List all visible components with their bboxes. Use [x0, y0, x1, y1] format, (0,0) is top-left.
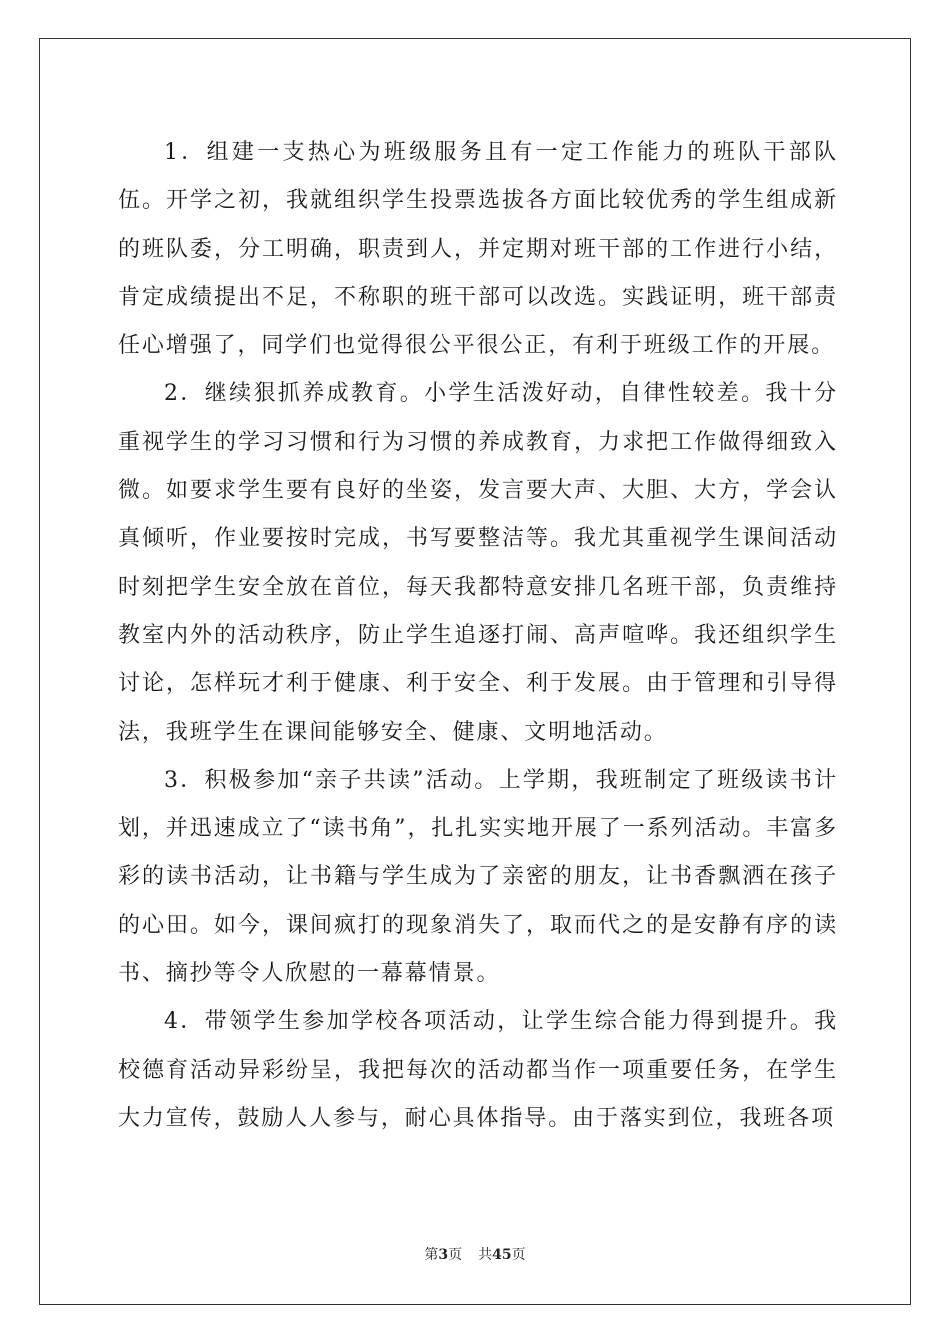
paragraph-2: 2．继续狠抓养成教育。小学生活泼好动，自律性较差。我十分重视学生的学习习惯和行为习惯的养成教育，力求把工作做得细致入微。如要求学生要有良好的坐姿，发言要大声、大胆、大方，学会认真倾听，作业要按时完成，书写要整洁等。我尤其重视学生课间活动时刻把学生安全放在首位，每天我都特意安排几名班干部，负责维持教室内外的活动秩序，防止学生追逐打闹、高声喧哗。我还组织学生讨论，怎样玩才利于健康、利于安全、利于发展。由于管理和引导得法，我班学生在课间能够安全、健康、文明地活动。 — [118, 381, 838, 745]
paragraph-3: 3．积极参加“亲子共读”活动。上学期，我班制定了班级读书计划，并迅速成立了“读书角”，扎扎实实地开展了一系列活动。丰富多彩的读书活动，让书籍与学生成为了亲密的朋友，让书香飘洒在孩子的心田。如今，课间疯打的现象消失了，取而代之的是安静有序的读书、摘抄等令人欣慰的一幕幕情景。 — [118, 767, 838, 987]
page-footer — [0, 1244, 950, 1264]
page-suffix: 页 — [448, 1247, 463, 1263]
paragraph-1: 1．组建一支热心为班级服务且有一定工作能力的班队干部队伍。开学之初，我就组织学生投票选拔各方面比较优秀的学生组成新的班队委，分工明确，职责到人，并定期对班干部的工作进行小结，肯定成绩提出不足，不称职的班干部可以改选。实践证明，班干部责任心增强了，同学们也觉得很公平很公正，有利于班级工作的开展。 — [118, 140, 838, 359]
total-prefix: 共 — [478, 1247, 493, 1263]
paragraph-4: 4．带领学生参加学校各项活动，让学生综合能力得到提升。我校德育活动异彩纷呈，我把每次的活动都当作一项重要任务，在学生大力宣传，鼓励人人参与，耐心具体指导。由于落实到位，我班各项 — [118, 1009, 838, 1131]
document-body — [118, 129, 838, 1143]
total-page-count: 45 — [492, 1247, 512, 1263]
page-prefix: 第 — [424, 1247, 439, 1263]
current-page-number: 3 — [438, 1247, 449, 1263]
total-suffix: 页 — [511, 1247, 526, 1263]
